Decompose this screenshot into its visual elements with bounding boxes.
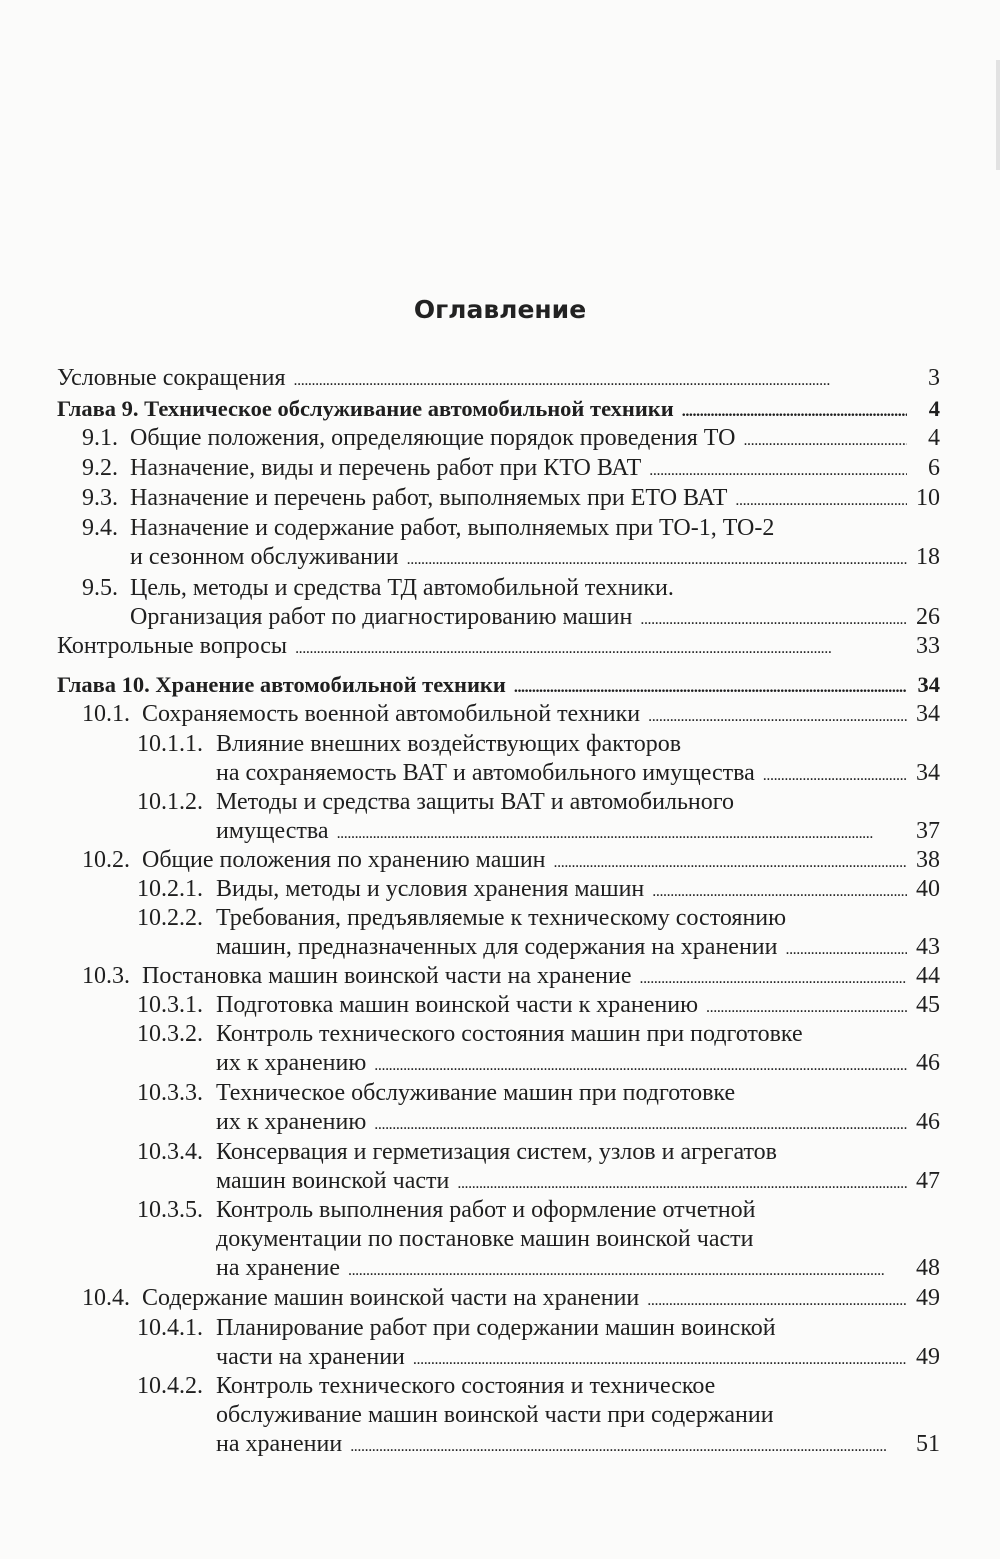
toc-entry-number: 10.1.1. <box>137 731 203 757</box>
toc-entry-number: 9.3. <box>82 485 118 511</box>
toc-entry-text-continued: на хранении <box>216 1431 343 1457</box>
toc-entry-text: Назначение, виды и перечень работ при КТО ВАТ <box>130 455 642 481</box>
toc-entry-text-continued: их к хранению <box>216 1109 367 1135</box>
toc-entry-text-continued: имущества <box>216 818 329 844</box>
toc-entry-page: 6 <box>928 455 940 481</box>
toc-entry-text: Назначение и содержание работ, выполняемых при ТО-1, ТО-2 <box>130 515 775 541</box>
toc-entry-number: 10.3.3. <box>137 1080 203 1106</box>
toc-entry-text-continued: части на хранении <box>216 1344 405 1370</box>
toc-entry-text-continued: их к хранению <box>216 1050 367 1076</box>
page-title: Оглавление <box>413 295 587 324</box>
dot-leader <box>295 632 907 663</box>
toc-entry-text: Подготовка машин воинской части к хранению <box>216 992 699 1018</box>
toc-entry-text: Общие положения по хранению машин <box>142 847 546 873</box>
dot-leader <box>735 484 907 515</box>
toc-entry-number: 10.2. <box>82 847 130 873</box>
toc-entry-number: 10.4.2. <box>137 1373 203 1399</box>
toc-entry-page: 4 <box>928 425 940 451</box>
toc-entry-number: 10.3. <box>82 963 130 989</box>
toc-entry-text: Контроль выполнения работ и оформление отчетной <box>216 1197 756 1223</box>
dot-leader <box>648 700 907 731</box>
toc-entry-text-continued: на хранение <box>216 1255 340 1281</box>
toc-entry-number: 10.1. <box>82 701 130 727</box>
toc-entry-page: 48 <box>916 1255 940 1281</box>
dot-leader <box>413 1343 907 1374</box>
toc-entry-text: Методы и средства защиты ВАТ и автомобильного <box>216 789 734 815</box>
toc-entry-number: 9.2. <box>82 455 118 481</box>
toc-entry-text: Назначение и перечень работ, выполняемых при ЕТО ВАТ <box>130 485 728 511</box>
dot-leader <box>785 933 907 964</box>
toc-entry-page: 49 <box>916 1344 940 1370</box>
dot-leader <box>639 962 907 993</box>
dot-leader <box>640 603 907 634</box>
toc-entry-page: 34 <box>917 672 940 697</box>
toc-entry-text-continued: обслуживание машин воинской части при содержании <box>216 1402 774 1428</box>
toc-entry-number: 10.2.2. <box>137 905 203 931</box>
toc-entry-text: Планирование работ при содержании машин воинской <box>216 1315 776 1341</box>
toc-entry-text: Содержание машин воинской части на хранении <box>142 1285 640 1311</box>
toc-entry-text: Влияние внешних воздействующих факторов <box>216 731 682 757</box>
toc-entry-text: Глава 10. Хранение автомобильной техники <box>57 672 506 697</box>
dot-leader <box>374 1049 907 1080</box>
toc-entry-text-continued: и сезонном обслуживании <box>130 544 399 570</box>
dot-leader <box>706 991 907 1022</box>
toc-entry-number: 9.1. <box>82 425 118 451</box>
toc-entry-number: 10.3.1. <box>137 992 203 1018</box>
toc-entry-page: 43 <box>916 934 940 960</box>
dot-leader <box>682 394 907 426</box>
toc-entry-page: 18 <box>916 544 940 570</box>
toc-entry-text: Сохраняемость военной автомобильной техники <box>142 701 641 727</box>
dot-leader <box>350 1430 907 1461</box>
toc-entry-text-continued: на сохраняемость ВАТ и автомобильного имущества <box>216 760 755 786</box>
toc-entry-text: Цель, методы и средства ТД автомобильной техники. <box>130 575 674 601</box>
toc-entry-text: Консервация и герметизация систем, узлов и агрегатов <box>216 1139 777 1165</box>
toc-entry-text-continued: машин воинской части <box>216 1168 450 1194</box>
toc-entry-text: Контроль технического состояния и техническое <box>216 1373 716 1399</box>
toc-entry-page: 10 <box>916 485 940 511</box>
toc-entry-page: 44 <box>916 963 940 989</box>
dot-leader <box>457 1167 907 1198</box>
toc-entry-page: 37 <box>916 818 940 844</box>
dot-leader <box>514 670 907 702</box>
toc-entry-text: Техническое обслуживание машин при подготовке <box>216 1080 736 1106</box>
toc-entry-text-continued: машин, предназначенных для содержания на хранении <box>216 934 778 960</box>
toc-entry-number: 10.2.1. <box>137 876 203 902</box>
toc-entry-number: 9.5. <box>82 575 118 601</box>
toc-entry-page: 4 <box>928 396 940 421</box>
dot-leader <box>743 424 907 455</box>
toc-entry-page: 33 <box>916 633 940 659</box>
toc-entry-number: 10.4.1. <box>137 1315 203 1341</box>
toc-entry-text: Контрольные вопросы <box>57 633 288 659</box>
toc-entry-number: 9.4. <box>82 515 118 541</box>
toc-entry-text: Контроль технического состояния машин при подготовке <box>216 1021 803 1047</box>
toc-entry-page: 34 <box>916 701 940 727</box>
toc-entry-text: Глава 9. Техническое обслуживание автомобильной техники <box>57 396 674 421</box>
toc-entry-page: 38 <box>916 847 940 873</box>
toc-entry-number: 10.1.2. <box>137 789 203 815</box>
toc-entry-page: 34 <box>916 760 940 786</box>
toc-entry-page: 46 <box>916 1109 940 1135</box>
toc-entry-page: 46 <box>916 1050 940 1076</box>
toc-entry-page: 45 <box>916 992 940 1018</box>
dot-leader <box>294 364 907 395</box>
toc-entry-text: Требования, предъявляемые к техническому состоянию <box>216 905 787 931</box>
toc-entry-page: 49 <box>916 1285 940 1311</box>
dot-leader <box>554 846 907 877</box>
dot-leader <box>337 817 907 848</box>
toc-entry-number: 10.4. <box>82 1285 130 1311</box>
dot-leader <box>649 454 907 485</box>
dot-leader <box>763 759 907 790</box>
toc-entry-text-continued: Организация работ по диагностированию машин <box>130 604 633 630</box>
dot-leader <box>374 1108 907 1139</box>
toc-entry-page: 3 <box>928 365 940 391</box>
toc-entry-number: 10.3.2. <box>137 1021 203 1047</box>
toc-entry-page: 40 <box>916 876 940 902</box>
dot-leader <box>348 1254 907 1285</box>
toc-entry-page: 26 <box>916 604 940 630</box>
dot-leader <box>652 875 907 906</box>
page-edge-shadow <box>996 60 1000 170</box>
dot-leader <box>407 543 907 574</box>
dot-leader <box>647 1284 907 1315</box>
toc-entry-text: Условные сокращения <box>57 365 286 391</box>
toc-entry-text: Постановка машин воинской части на хранение <box>142 963 632 989</box>
toc-entry-text: Виды, методы и условия хранения машин <box>216 876 645 902</box>
toc-entry-text-continued: документации по постановке машин воинской части <box>216 1226 754 1252</box>
toc-entry-page: 51 <box>916 1431 940 1457</box>
toc-entry-number: 10.3.4. <box>137 1139 203 1165</box>
toc-entry-number: 10.3.5. <box>137 1197 203 1223</box>
toc-entry-page: 47 <box>916 1168 940 1194</box>
toc-entry-text: Общие положения, определяющие порядок проведения ТО <box>130 425 736 451</box>
